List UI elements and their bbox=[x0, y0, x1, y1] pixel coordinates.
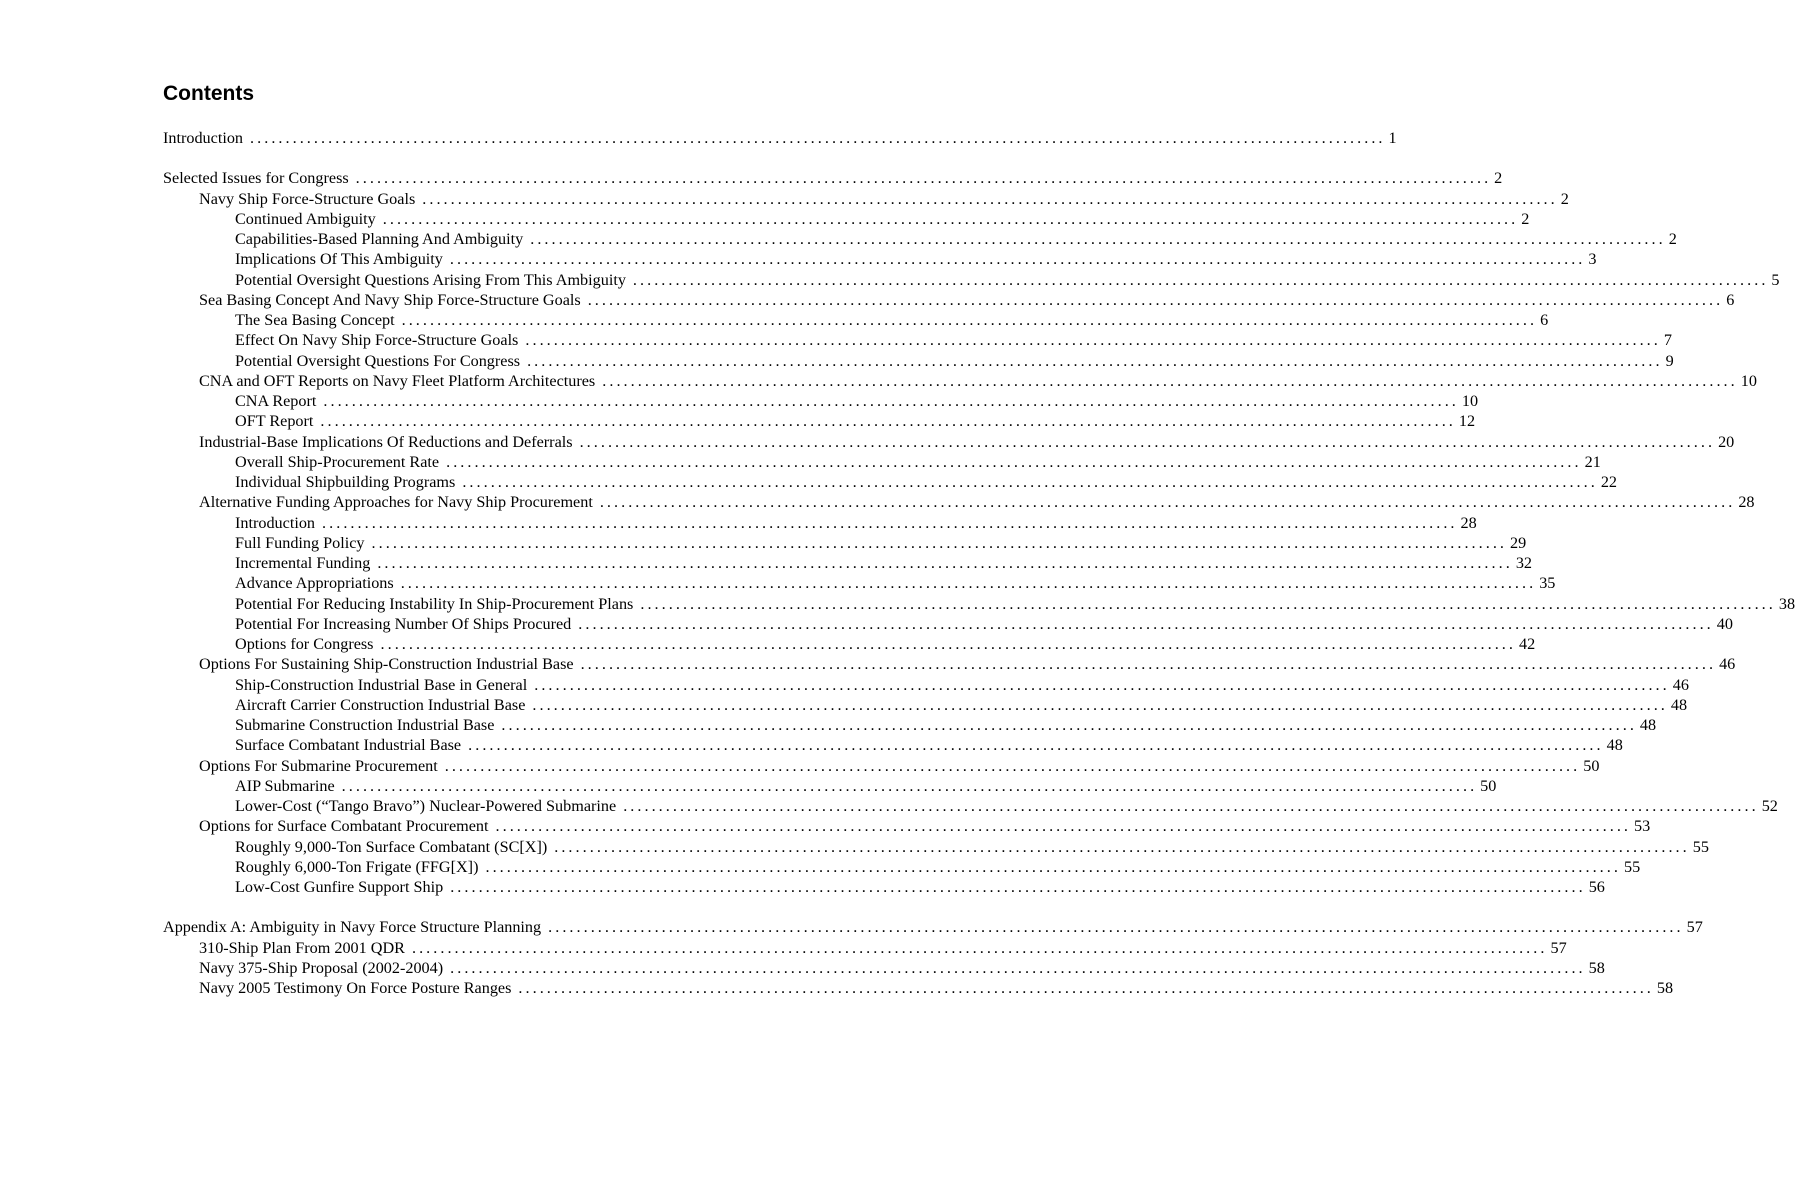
toc-entry-title: AIP Submarine bbox=[235, 777, 335, 795]
dot-leader: ................................................................................................................................................................ bbox=[485, 858, 1621, 876]
dot-leader: ................................................................................................................................................................ bbox=[518, 979, 1654, 997]
toc-entry-title: The Sea Basing Concept bbox=[235, 311, 395, 329]
dot-leader: ................................................................................................................................................................ bbox=[525, 331, 1661, 349]
toc-entry-title: Roughly 9,000-Ton Surface Combatant (SC[X]) bbox=[235, 838, 548, 856]
dot-leader: ................................................................................................................................................................ bbox=[468, 736, 1604, 754]
toc-entry-page-number: 3 bbox=[1588, 250, 1597, 268]
toc-entry-page-number: 2 bbox=[1560, 190, 1569, 208]
toc-entry-title: Potential Oversight Questions For Congress bbox=[235, 352, 521, 370]
dot-leader: ................................................................................................................................................................ bbox=[534, 676, 1670, 694]
toc-entry-page-number: 53 bbox=[1634, 817, 1651, 835]
toc-entry-page-number: 28 bbox=[1738, 493, 1755, 511]
toc-entry-page-number: 50 bbox=[1583, 757, 1600, 775]
dot-leader: ................................................................................................................................................................ bbox=[530, 230, 1666, 248]
toc-entry-title: Incremental Funding bbox=[235, 554, 371, 572]
dot-leader: ................................................................................................................................................................ bbox=[587, 291, 1724, 309]
toc-entry[interactable] bbox=[235, 209, 1530, 229]
dot-leader: ................................................................................................................................................................ bbox=[341, 777, 1478, 795]
toc-entry[interactable] bbox=[235, 695, 1688, 715]
dot-leader: ................................................................................................................................................................ bbox=[640, 595, 1776, 613]
toc-entry-page-number: 58 bbox=[1656, 979, 1674, 997]
toc-entry-title: Navy 375-Ship Proposal (2002-2004) bbox=[199, 959, 444, 977]
toc-entry[interactable] bbox=[235, 553, 1532, 573]
dot-leader: ................................................................................................................................................................ bbox=[554, 838, 1690, 856]
dot-leader: ................................................................................................................................................................ bbox=[548, 918, 1684, 936]
toc-entry-page-number: 48 bbox=[1606, 736, 1623, 754]
toc-entry-page-number: 50 bbox=[1480, 777, 1497, 795]
dot-leader: ................................................................................................................................................................ bbox=[382, 210, 1519, 228]
dot-leader: ................................................................................................................................................................ bbox=[320, 412, 1456, 430]
dot-leader: ................................................................................................................................................................ bbox=[599, 493, 1736, 511]
toc-entry-title: Ship-Construction Industrial Base in General bbox=[235, 676, 528, 694]
toc-entry-title: Options for Congress bbox=[235, 635, 374, 653]
toc-entry-title: Lower-Cost (“Tango Bravo”) Nuclear-Powered Submarine bbox=[235, 797, 617, 815]
dot-leader: ................................................................................................................................................................ bbox=[380, 635, 1516, 653]
toc-entry-page-number: 29 bbox=[1510, 534, 1527, 552]
toc-entry-title: Potential For Reducing Instability In Ship-Procurement Plans bbox=[235, 595, 634, 613]
toc-entry[interactable] bbox=[163, 917, 1703, 937]
toc-entry-title: CNA Report bbox=[235, 392, 317, 410]
toc-entry[interactable] bbox=[235, 594, 1795, 614]
toc-entry[interactable] bbox=[235, 634, 1536, 654]
toc-entry-page-number: 2 bbox=[1521, 210, 1530, 228]
toc-entry-title: Submarine Construction Industrial Base bbox=[235, 716, 495, 734]
dot-leader: ................................................................................................................................................................ bbox=[580, 655, 1717, 673]
toc-entry-page-number: 7 bbox=[1663, 331, 1672, 349]
toc-entry-title: Effect On Navy Ship Force-Structure Goals bbox=[235, 331, 519, 349]
toc-entry[interactable] bbox=[199, 290, 1735, 310]
toc-entry[interactable] bbox=[235, 229, 1677, 249]
toc-entry[interactable] bbox=[235, 533, 1527, 553]
toc-entry[interactable] bbox=[235, 310, 1549, 330]
toc-entry-page-number: 38 bbox=[1778, 595, 1795, 613]
toc-entry[interactable] bbox=[235, 614, 1733, 634]
toc-entry[interactable] bbox=[199, 432, 1735, 452]
toc-entry-title: Roughly 6,000-Ton Frigate (FFG[X]) bbox=[235, 858, 479, 876]
toc-entry[interactable] bbox=[235, 573, 1556, 593]
toc-entry[interactable] bbox=[199, 371, 1757, 391]
toc-entry-title: Introduction bbox=[235, 514, 316, 532]
dot-leader: ................................................................................................................................................................ bbox=[323, 392, 1459, 410]
toc-entry-page-number: 55 bbox=[1692, 838, 1709, 856]
toc-entry-title: Appendix A: Ambiguity in Navy Force Structure Planning bbox=[163, 918, 542, 936]
dot-leader: ................................................................................................................................................................ bbox=[462, 473, 1598, 491]
toc-entry-page-number: 2 bbox=[1668, 230, 1677, 248]
dot-leader: ................................................................................................................................................................ bbox=[411, 939, 1548, 957]
toc-entry-title: Implications Of This Ambiguity bbox=[235, 250, 443, 268]
toc-entry-page-number: 57 bbox=[1686, 918, 1703, 936]
toc-entry[interactable] bbox=[235, 877, 1605, 897]
toc-entry[interactable] bbox=[199, 654, 1736, 674]
toc-entry-page-number: 46 bbox=[1672, 676, 1689, 694]
toc-entry-page-number: 2 bbox=[1494, 169, 1503, 187]
toc-entry[interactable] bbox=[235, 735, 1623, 755]
toc-entry-title: Navy 2005 Testimony On Force Posture Ranges bbox=[199, 979, 512, 997]
dot-leader: ................................................................................................................................................................ bbox=[495, 817, 1632, 835]
dot-leader: ................................................................................................................................................................ bbox=[579, 433, 1716, 451]
toc-entry-title: Options For Submarine Procurement bbox=[199, 757, 438, 775]
toc-entry-title: OFT Report bbox=[235, 412, 314, 430]
toc-entry[interactable] bbox=[163, 128, 1397, 148]
toc-entry-title: Advance Appropriations bbox=[235, 574, 394, 592]
toc-entry-page-number: 28 bbox=[1460, 514, 1477, 532]
toc-entry[interactable] bbox=[235, 513, 1477, 533]
toc-entry-page-number: 10 bbox=[1461, 392, 1479, 410]
toc-entry[interactable] bbox=[235, 270, 1780, 290]
toc-entry-title: Alternative Funding Approaches for Navy Ship Procurement bbox=[199, 493, 593, 511]
dot-leader: ................................................................................................................................................................ bbox=[602, 372, 1738, 390]
toc-entry-page-number: 56 bbox=[1588, 878, 1605, 896]
toc-entry[interactable] bbox=[199, 958, 1605, 978]
toc-entry-page-number: 6 bbox=[1726, 291, 1735, 309]
toc-entry-page-number: 40 bbox=[1716, 615, 1733, 633]
toc-entry-page-number: 48 bbox=[1639, 716, 1657, 734]
toc-entry[interactable] bbox=[199, 978, 1674, 998]
toc-entry-title: Potential Oversight Questions Arising From This Ambiguity bbox=[235, 271, 626, 289]
toc-entry-page-number: 55 bbox=[1623, 858, 1641, 876]
toc-entry[interactable] bbox=[235, 675, 1689, 695]
toc-entry-page-number: 22 bbox=[1600, 473, 1618, 491]
dot-leader: ................................................................................................................................................................ bbox=[400, 574, 1537, 592]
toc-entry-page-number: 6 bbox=[1540, 311, 1549, 329]
dot-leader: ................................................................................................................................................................ bbox=[532, 696, 1668, 714]
toc-entry-title: Potential For Increasing Number Of Ships Procured bbox=[235, 615, 572, 633]
toc-entry[interactable] bbox=[235, 472, 1618, 492]
toc-entry[interactable] bbox=[163, 168, 1503, 188]
dot-leader: ................................................................................................................................................................ bbox=[444, 757, 1581, 775]
toc-entry[interactable] bbox=[235, 796, 1778, 816]
toc-entry[interactable] bbox=[199, 189, 1569, 209]
toc-entry[interactable] bbox=[235, 776, 1497, 796]
dot-leader: ................................................................................................................................................................ bbox=[446, 453, 1582, 471]
dot-leader: ................................................................................................................................................................ bbox=[449, 250, 1586, 268]
dot-leader: ................................................................................................................................................................ bbox=[632, 271, 1769, 289]
toc-entry[interactable] bbox=[235, 330, 1672, 350]
dot-leader: ................................................................................................................................................................ bbox=[450, 959, 1586, 977]
toc-entry-title: Selected Issues for Congress bbox=[163, 169, 349, 187]
toc-entry[interactable] bbox=[235, 857, 1641, 877]
toc-entry-page-number: 46 bbox=[1719, 655, 1736, 673]
toc-entry[interactable] bbox=[199, 492, 1755, 512]
toc-entry-title: Sea Basing Concept And Navy Ship Force-Structure Goals bbox=[199, 291, 581, 309]
dot-leader: ................................................................................................................................................................ bbox=[501, 716, 1637, 734]
toc-entry[interactable] bbox=[235, 411, 1476, 431]
dot-leader: ................................................................................................................................................................ bbox=[623, 797, 1759, 815]
dot-leader: ................................................................................................................................................................ bbox=[377, 554, 1513, 572]
toc-entry-page-number: 42 bbox=[1519, 635, 1536, 653]
dot-leader: ................................................................................................................................................................ bbox=[527, 352, 1663, 370]
toc-entry-title: Capabilities-Based Planning And Ambiguity bbox=[235, 230, 524, 248]
dot-leader: ................................................................................................................................................................ bbox=[355, 169, 1492, 187]
contents-heading: Contents bbox=[163, 82, 254, 105]
toc-entry-page-number: 20 bbox=[1718, 433, 1735, 451]
dot-leader: ................................................................................................................................................................ bbox=[371, 534, 1508, 552]
toc-entry[interactable] bbox=[235, 837, 1709, 857]
toc-entry[interactable] bbox=[199, 756, 1600, 776]
toc-entry-page-number: 57 bbox=[1550, 939, 1567, 957]
toc-entry-title: Overall Ship-Procurement Rate bbox=[235, 453, 440, 471]
dot-leader: ................................................................................................................................................................ bbox=[401, 311, 1538, 329]
toc-entry-page-number: 32 bbox=[1515, 554, 1532, 572]
toc-entry-title: Low-Cost Gunfire Support Ship bbox=[235, 878, 444, 896]
dot-leader: ................................................................................................................................................................ bbox=[250, 129, 1386, 147]
toc-entry-title: 310-Ship Plan From 2001 QDR bbox=[199, 939, 405, 957]
toc-entry-page-number: 5 bbox=[1771, 271, 1780, 289]
dot-leader: ................................................................................................................................................................ bbox=[578, 615, 1714, 633]
toc-entry[interactable] bbox=[235, 351, 1674, 371]
toc-entry-page-number: 1 bbox=[1388, 129, 1397, 147]
toc-entry-title: Introduction bbox=[163, 129, 244, 147]
toc-entry[interactable] bbox=[235, 715, 1657, 735]
toc-entry[interactable] bbox=[235, 249, 1597, 269]
dot-leader: ................................................................................................................................................................ bbox=[450, 878, 1586, 896]
toc-entry-page-number: 35 bbox=[1539, 574, 1556, 592]
toc-entry-page-number: 21 bbox=[1584, 453, 1601, 471]
dot-leader: ................................................................................................................................................................ bbox=[422, 190, 1558, 208]
toc-entry-title: Full Funding Policy bbox=[235, 534, 365, 552]
toc-entry-title: Individual Shipbuilding Programs bbox=[235, 473, 456, 491]
toc-entry[interactable] bbox=[199, 938, 1567, 958]
toc-entry-title: Options For Sustaining Ship-Construction Industrial Base bbox=[199, 655, 574, 673]
toc-entry-page-number: 12 bbox=[1458, 412, 1476, 430]
toc-entry-page-number: 48 bbox=[1670, 696, 1688, 714]
toc-entry[interactable] bbox=[235, 391, 1479, 411]
toc-entry[interactable] bbox=[235, 452, 1601, 472]
toc-entry-page-number: 9 bbox=[1665, 352, 1674, 370]
dot-leader: ................................................................................................................................................................ bbox=[322, 514, 1458, 532]
toc-entry-title: CNA and OFT Reports on Navy Fleet Platform Architectures bbox=[199, 372, 596, 390]
toc-entry-title: Industrial-Base Implications Of Reductions and Deferrals bbox=[199, 433, 573, 451]
toc-entry-page-number: 52 bbox=[1761, 797, 1778, 815]
toc-entry-page-number: 58 bbox=[1588, 959, 1605, 977]
toc-entry[interactable] bbox=[199, 816, 1651, 836]
toc-entry-title: Options for Surface Combatant Procurement bbox=[199, 817, 489, 835]
toc-entry-title: Continued Ambiguity bbox=[235, 210, 376, 228]
toc-entry-title: Surface Combatant Industrial Base bbox=[235, 736, 462, 754]
toc-entry-page-number: 10 bbox=[1740, 372, 1757, 390]
toc-entry-title: Navy Ship Force-Structure Goals bbox=[199, 190, 416, 208]
toc-entry-title: Aircraft Carrier Construction Industrial Base bbox=[235, 696, 526, 714]
